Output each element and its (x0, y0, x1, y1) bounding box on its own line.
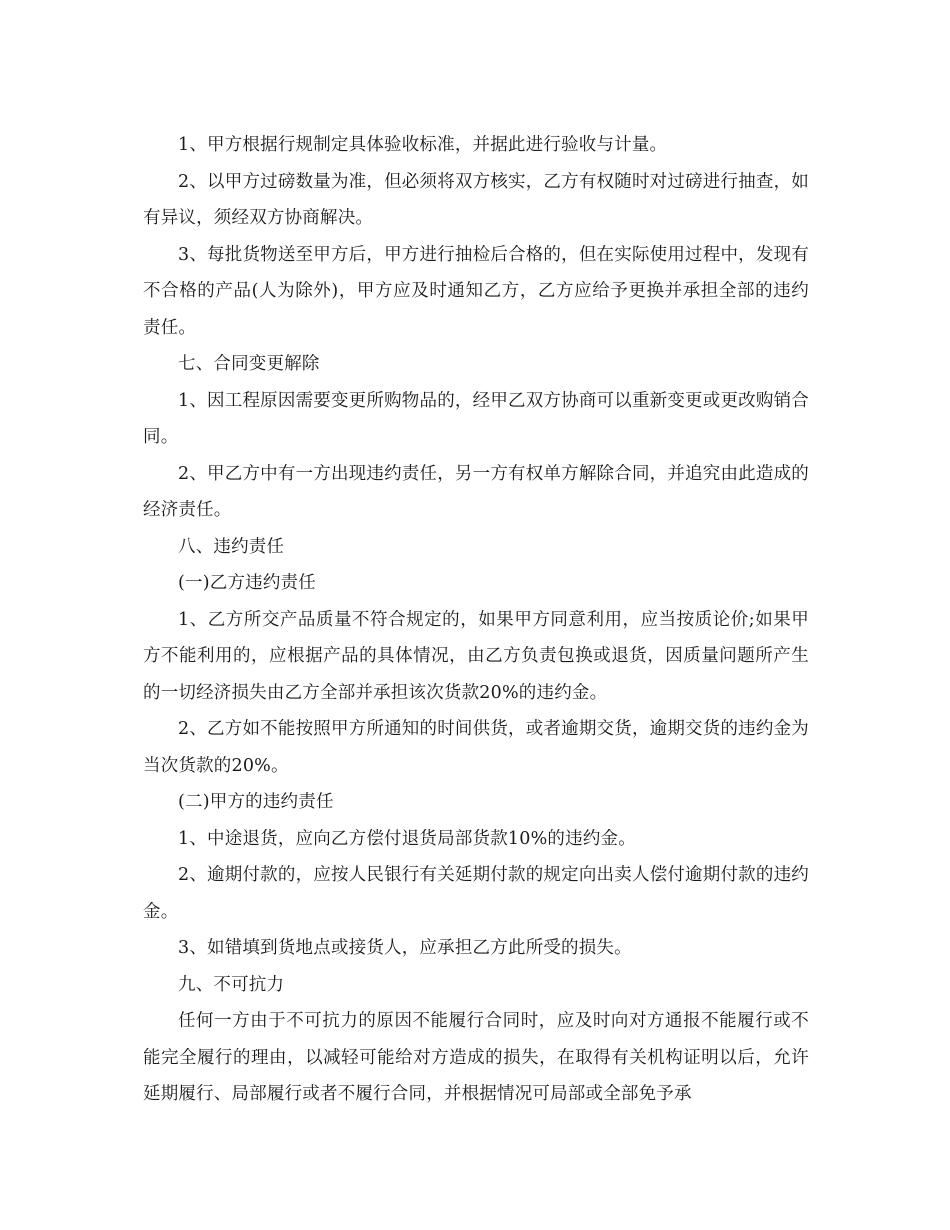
paragraph-termination: 2、甲乙方中有一方出现违约责任，另一方有权单方解除合同，并追究由此造成的经济责任。 (143, 463, 809, 520)
document-body (143, 127, 809, 1113)
section-heading-force-majeure: 九、不可抗力 (178, 974, 285, 995)
paragraph-return-goods: 1、中途退货，应向乙方偿付退货局部货款10%的违约金。 (178, 828, 636, 849)
subsection-heading-party-a-breach: (二)甲方的违约责任 (178, 792, 334, 812)
paragraph-inspection: 3、每批货物送至甲方后，甲方进行抽检后合格的，但在实际使用过程中，发现有不合格的产品(人为除外)，甲方应及时通知乙方，乙方应给予更换并承担全部的违约责任。 (143, 244, 809, 338)
subsection-heading-party-b-breach: (一)乙方违约责任 (178, 573, 316, 593)
section-heading-breach-liability: 八、违约责任 (178, 536, 285, 557)
paragraph-force-majeure: 任何一方由于不可抗力的原因不能履行合同时，应及时向对方通报不能履行或不能完全履行的理由，以减轻可能给对方造成的损失，在取得有关机构证明以后，允许延期履行、局部履行或者不履行合同，并根据情况可局部或全部免予承 (143, 1011, 809, 1104)
paragraph-quality-breach: 1、乙方所交产品质量不符合规定的，如果甲方同意利用，应当按质论价;如果甲方不能利用的，应根据产品的具体情况，由乙方负责包换或退货，因质量问题所产生的一切经济损失由乙方全部并承担该次货款20%的违约金。 (143, 609, 809, 703)
paragraph-weighing: 2、以甲方过磅数量为准，但必须将双方核实，乙方有权随时对过磅进行抽查，如有异议，须经双方协商解决。 (143, 171, 809, 228)
paragraph-acceptance-standard: 1、甲方根据行规制定具体验收标准，并据此进行验收与计量。 (178, 135, 668, 155)
paragraph-late-delivery: 2、乙方如不能按照甲方所通知的时间供货，或者逾期交货，逾期交货的违约金为当次货款的20%。 (143, 719, 809, 776)
paragraph-change-purchase: 1、因工程原因需要变更所购物品的，经甲乙双方协商可以重新变更或更改购销合同。 (143, 390, 809, 447)
paragraph-wrong-address: 3、如错填到货地点或接货人，应承担乙方此所受的损失。 (178, 938, 632, 958)
section-heading-contract-change: 七、合同变更解除 (178, 354, 320, 374)
paragraph-late-payment: 2、逾期付款的，应按人民银行有关延期付款的规定向出卖人偿付逾期付款的违约金。 (143, 865, 809, 922)
